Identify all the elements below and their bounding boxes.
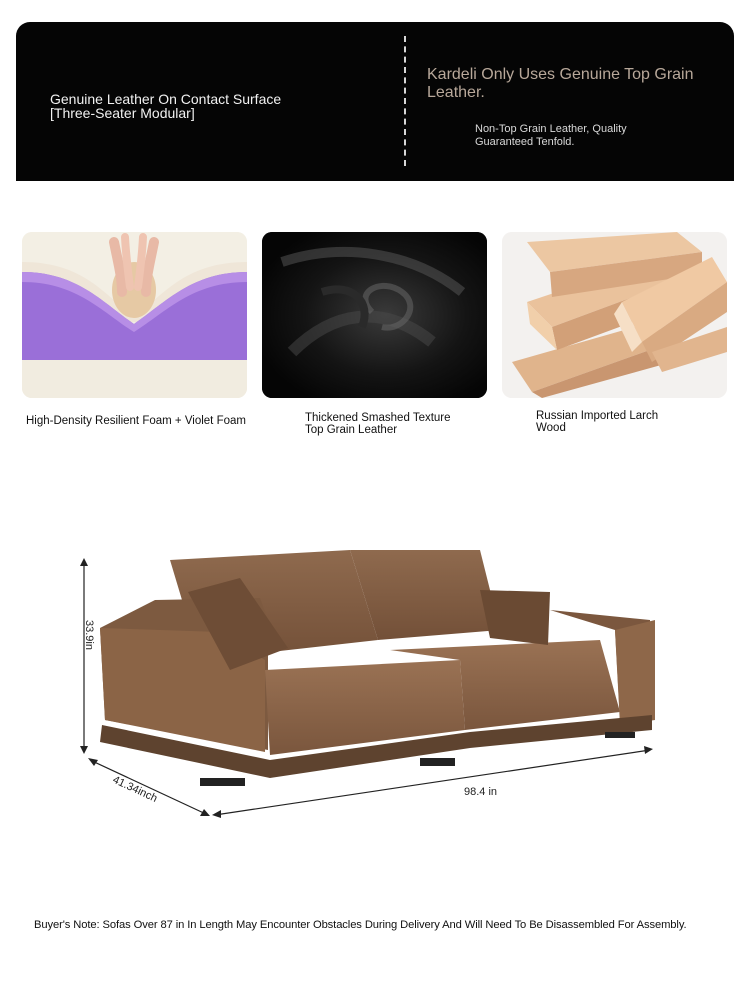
foam-icon [22, 232, 247, 398]
larch-wood-icon [502, 232, 727, 398]
leather-caption-line1: Thickened Smashed Texture [305, 412, 451, 424]
height-label: 33.9in [83, 620, 95, 650]
leather-claim-subtext [475, 123, 695, 149]
width-label: 98.4 in [464, 786, 498, 798]
leather-caption [305, 412, 451, 436]
leather-claim-heading: Kardeli Only Uses Genuine Top Grain Leather. [427, 66, 694, 101]
foam-caption [26, 415, 246, 427]
leather-claim-subtext-line1: Non-Top Grain Leather, Quality [475, 123, 627, 135]
leather-icon [262, 232, 487, 398]
header-banner [16, 22, 734, 181]
wood-caption [536, 410, 658, 434]
sofa-image [60, 520, 700, 840]
depth-label: 41.34inch [110, 773, 160, 805]
buyers-note: Buyer's Note: Sofas Over 87 in In Length May Encounter Obstacles During Delivery And Will Need To Be Disassembled For Assembly. [34, 919, 687, 931]
product-title-line1: Genuine Leather On Contact Surface [50, 91, 282, 107]
wood-caption-line2: Wood [536, 422, 566, 434]
foam-caption-line1: High-Density Resilient Foam + Violet Foam [26, 415, 246, 427]
leather-caption-line2: Top Grain Leather [305, 424, 398, 436]
sofa-dimension-diagram [60, 520, 700, 840]
leather-claim-subtext-line2: Guaranteed Tenfold. [475, 136, 575, 148]
dashed-divider [404, 36, 406, 166]
wood-caption-line1: Russian Imported Larch [536, 410, 659, 422]
product-title [50, 92, 380, 120]
product-title-line2: [Three-Seater Modular] [50, 105, 195, 121]
